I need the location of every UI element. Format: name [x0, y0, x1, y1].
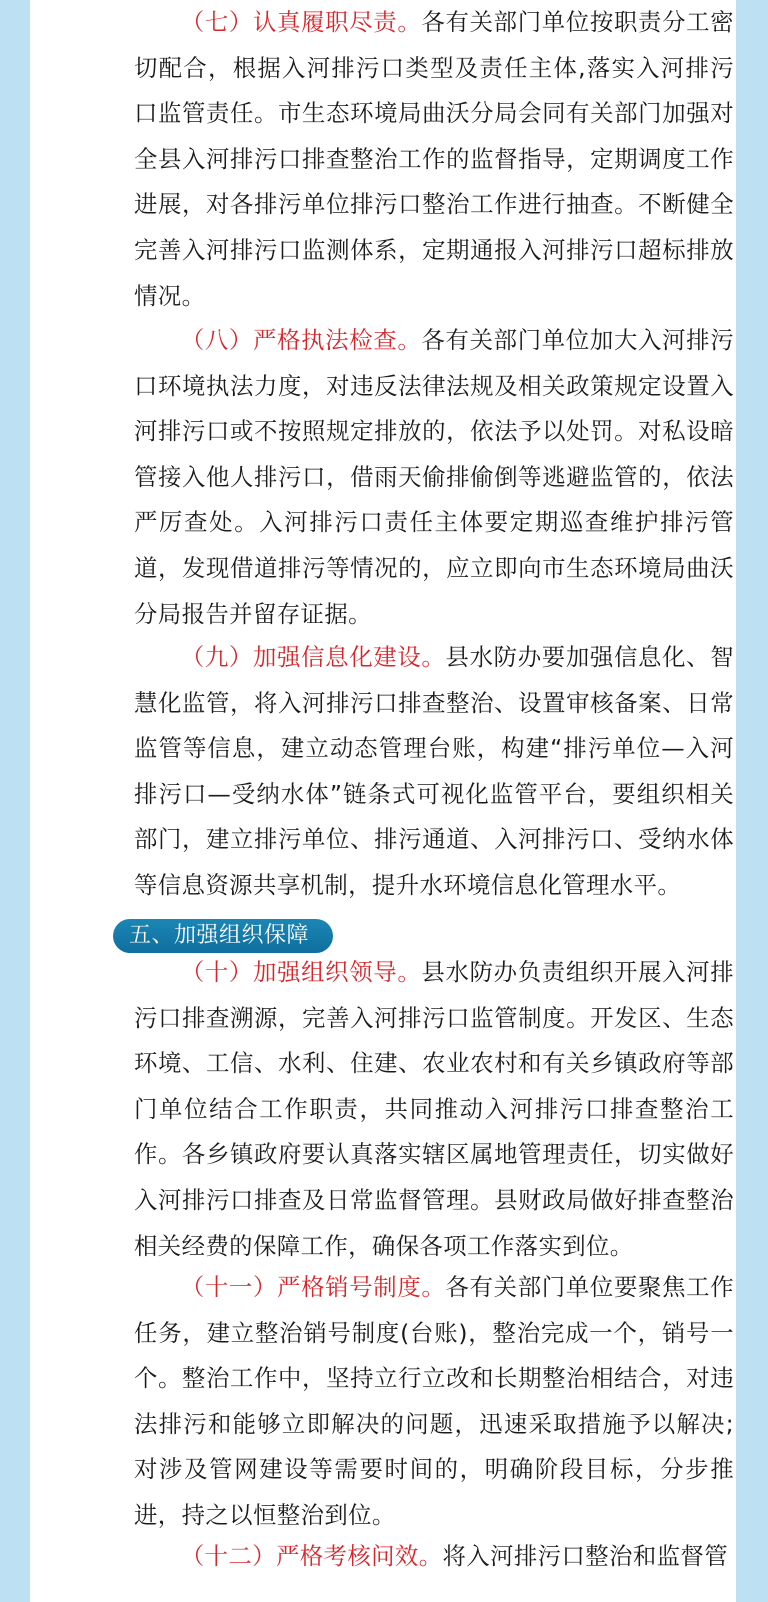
- paragraph-9: [134, 635, 734, 909]
- paragraph-8: [134, 318, 734, 637]
- paragraph-text: 各有关部门单位要聚焦工作任务，建立整治销号制度(台账)，整治完成一个，销号一个。整治工作中，坚持立行立改和长期整治相结合，对违法排污和能够立即解决的问题，迅速采取措施予以解决;对涉及管网建设等需要时间的，明确阶段目标，分步推进，持之以恒整治到位。: [134, 1273, 734, 1529]
- paragraph-text: 各有关部门单位按职责分工密切配合，根据入河排污口类型及责任主体,落实入河排污口监管责任。市生态环境局曲沃分局会同有关部门加强对全县入河排污口排查整治工作的监督指导，定期调度工作进展，对各排污单位排污口整治工作进行抽查。不断健全完善入河排污口监测体系，定期通报入河排污口超标排放情况。: [134, 8, 734, 310]
- section-heading-pill: 五、加强组织保障: [113, 919, 333, 953]
- paragraph-text: 县水防办要加强信息化、智慧化监管，将入河排污口排查整治、设置审核备案、日常监管等信息，建立动态管理台账，构建“排污单位—入河排污口—受纳水体”链条式可视化监管平台，要组织相关部门，建立排污单位、排污通道、入河排污口、受纳水体等信息资源共享机制，提升水环境信息化管理水平。: [134, 643, 734, 899]
- paragraph-heading: （九）加强信息化建设。: [180, 643, 446, 671]
- paragraph-text: 县水防办负责组织开展入河排污口排查溯源，完善入河排污口监管制度。开发区、生态环境、工信、水利、住建、农业农村和有关乡镇政府等部门单位结合工作职责，共同推动入河排污口排查整治工作。各乡镇政府要认真落实辖区属地管理责任，切实做好入河排污口排查及日常监督管理。县财政局做好排查整治相关经费的保障工作，确保各项工作落实到位。: [134, 958, 734, 1260]
- paragraph-heading: （十）加强组织领导。: [180, 958, 422, 986]
- paragraph-11: [134, 1265, 734, 1539]
- paragraph-10: [134, 950, 734, 1269]
- paragraph-heading: （八）严格执法检查。: [180, 326, 422, 354]
- paragraph-text: 将入河排污口整治和监督管: [442, 1542, 728, 1570]
- paragraph-7: [134, 0, 734, 319]
- paragraph-heading: （七）认真履职尽责。: [180, 8, 422, 36]
- paragraph-heading: （十二）严格考核问效。: [180, 1542, 443, 1570]
- paragraph-heading: （十一）严格销号制度。: [180, 1273, 446, 1301]
- paragraph-12: [134, 1534, 728, 1580]
- paragraph-text: 各有关部门单位加大入河排污口环境执法力度，对违反法律法规及相关政策规定设置入河排污口或不按照规定排放的，依法予以处罚。对私设暗管接入他人排污口，借雨天偷排偷倒等逃避监管的，依法严厉查处。入河排污口责任主体要定期巡查维护排污管道，发现借道排污等情况的，应立即向市生态环境局曲沃分局报告并留存证据。: [134, 326, 734, 628]
